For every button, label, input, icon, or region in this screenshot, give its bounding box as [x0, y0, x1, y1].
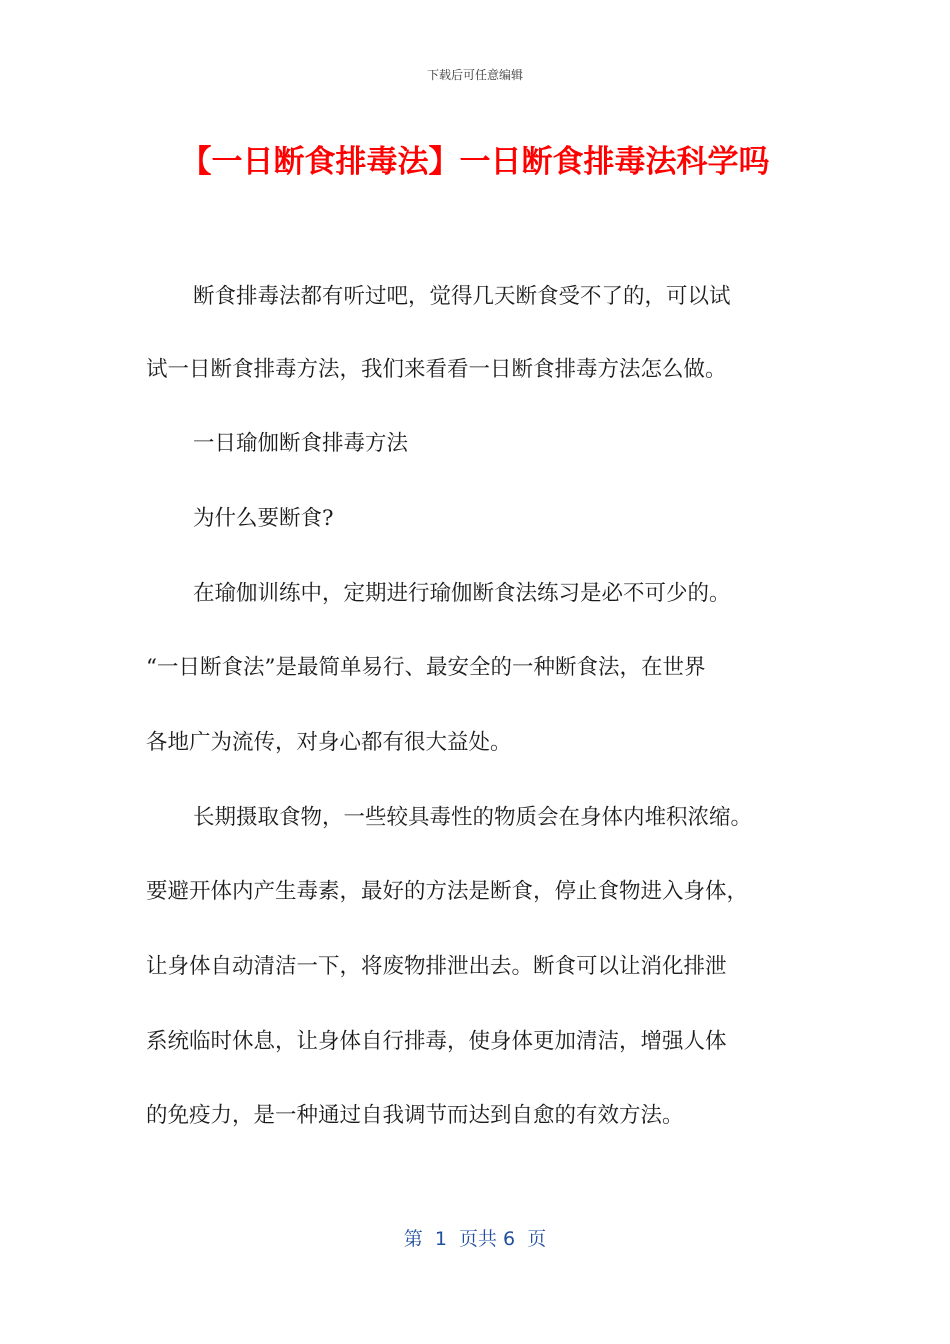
page-number-footer: 第 1 页共 6 页	[403, 1228, 547, 1250]
document-title: 【一日断食排毒法】一日断食排毒法科学吗	[180, 144, 770, 180]
paragraph-2-line-1: 在瑜伽训练中，定期进行瑜伽断食法练习是必不可少的。	[193, 581, 731, 606]
paragraph-3-line-2: 要避开体内产生毒素，最好的方法是断食，停止食物进入身体，	[146, 879, 749, 904]
section-question-why-fast: 为什么要断食?	[193, 506, 334, 531]
paragraph-3-line-4: 系统临时休息，让身体自行排毒，使身体更加清洁，增强人体	[146, 1029, 727, 1054]
paragraph-3-line-5: 的免疫力，是一种通过自我调节而达到自愈的有效方法。	[146, 1103, 684, 1128]
page-header-note: 下载后可任意编辑	[426, 68, 523, 82]
paragraph-3-line-3: 让身体自动清洁一下，将废物排泄出去。断食可以让消化排泄	[146, 954, 727, 979]
paragraph-2-line-3: 各地广为流传，对身心都有很大益处。	[146, 730, 512, 755]
section-heading-yoga-fasting: 一日瑜伽断食排毒方法	[193, 431, 409, 456]
paragraph-2-line-2: “一日断食法”是最简单易行、最安全的一种断食法，在世界	[146, 655, 706, 680]
paragraph-1-line-1: 断食排毒法都有听过吧，觉得几天断食受不了的，可以试	[193, 284, 731, 309]
paragraph-3-line-1: 长期摄取食物，一些较具毒性的物质会在身体内堆积浓缩。	[193, 805, 753, 830]
paragraph-1-line-2: 试一日断食排毒方法，我们来看看一日断食排毒方法怎么做。	[146, 357, 727, 382]
